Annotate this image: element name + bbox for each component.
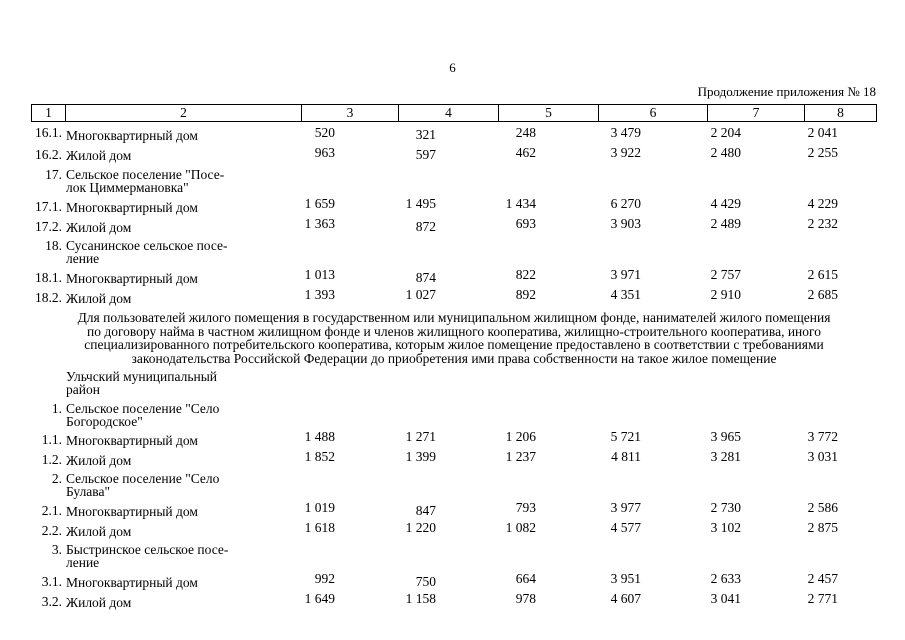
cell-value: 1 013	[304, 267, 335, 282]
cell-value: 750	[415, 574, 436, 589]
cell-value: 248	[515, 125, 536, 140]
cell-value: 1 488	[304, 429, 335, 444]
cell-value: 874	[415, 270, 436, 285]
row-number: 1.1.	[41, 432, 62, 447]
cell-value: 2 041	[807, 125, 838, 140]
cell-value: 693	[515, 216, 536, 231]
cell-value: 4 229	[807, 196, 838, 211]
row-name: Жилой дом	[66, 453, 132, 468]
row-number: 3.1.	[41, 574, 62, 589]
continuation-caption: Продолжение приложения № 18	[697, 84, 876, 99]
cell-value: 3 772	[807, 429, 838, 444]
settlement-name-line2: лок Циммермановка"	[66, 180, 189, 195]
row-name: Многоквартирный дом	[66, 575, 198, 590]
cell-value: 3 922	[610, 145, 641, 160]
row-name: Многоквартирный дом	[66, 504, 198, 519]
row-number: 17.2.	[35, 219, 62, 234]
cell-value: 3 951	[610, 571, 641, 586]
note-line: по договору найма в частном жилищном фонде и членов жилищного кооператива, жилищно-строительного кооператива, иного	[86, 323, 821, 339]
cell-value: 3 965	[710, 429, 741, 444]
cell-value: 2 875	[807, 520, 838, 535]
category-note	[31, 311, 877, 365]
cell-value: 3 977	[610, 500, 641, 515]
settlement-name-line1: Сельское поселение "Село	[66, 471, 220, 486]
cell-value: 1 237	[505, 449, 536, 464]
cell-value: 1 082	[505, 520, 536, 535]
cell-value: 847	[415, 503, 436, 518]
header-col-4: 4	[399, 105, 499, 122]
row-number: 1.2.	[41, 452, 62, 467]
header-col-7: 7	[708, 105, 805, 122]
row-number: 18.1.	[35, 270, 62, 285]
page-number: 6	[449, 60, 456, 75]
cell-value: 6 270	[610, 196, 641, 211]
settlement-name-line1: Быстринское сельское посе-	[66, 542, 229, 557]
cell-value: 2 685	[807, 287, 838, 302]
settlement-name-line1: Сусанинское сельское посе-	[66, 238, 228, 253]
header-col-1: 1	[32, 105, 66, 122]
cell-value: 1 158	[405, 591, 436, 606]
row-number: 2.2.	[41, 523, 62, 538]
row-name: Жилой дом	[66, 595, 132, 610]
cell-value: 1 220	[405, 520, 436, 535]
cell-value: 1 649	[304, 591, 335, 606]
cell-value: 3 102	[710, 520, 741, 535]
settlement-name-line2: ление	[66, 555, 100, 570]
cell-value: 520	[314, 125, 335, 140]
cell-value: 2 232	[807, 216, 838, 231]
cell-value: 2 586	[807, 500, 838, 515]
header-col-5: 5	[499, 105, 599, 122]
cell-value: 2 457	[807, 571, 838, 586]
cell-value: 321	[415, 127, 436, 142]
cell-value: 2 730	[710, 500, 741, 515]
cell-value: 1 852	[304, 449, 335, 464]
cell-value: 1 206	[505, 429, 536, 444]
district-name-line2: район	[66, 382, 100, 397]
settlement-name-line2: Булава"	[66, 484, 111, 499]
row-number: 1.	[51, 401, 62, 416]
cell-value: 3 479	[610, 125, 641, 140]
header-col-3: 3	[302, 105, 399, 122]
cell-value: 1 399	[405, 449, 436, 464]
cell-value: 3 903	[610, 216, 641, 231]
cell-value: 1 019	[304, 500, 335, 515]
cell-value: 2 910	[710, 287, 741, 302]
cell-value: 1 434	[505, 196, 536, 211]
cell-value: 2 255	[807, 145, 838, 160]
column-number-header	[31, 104, 877, 122]
cell-value: 793	[515, 500, 536, 515]
cell-value: 3 971	[610, 267, 641, 282]
settlement-name-line1: Сельское поселение "Село	[66, 401, 220, 416]
row-number: 2.1.	[41, 503, 62, 518]
cell-value: 1 363	[304, 216, 335, 231]
header-col-6: 6	[599, 105, 708, 122]
row-number: 18.	[45, 238, 62, 253]
cell-value: 4 351	[610, 287, 641, 302]
row-number: 3.2.	[41, 594, 62, 609]
cell-value: 2 204	[710, 125, 741, 140]
row-number: 2.	[51, 471, 62, 486]
cell-value: 1 618	[304, 520, 335, 535]
cell-value: 597	[415, 147, 436, 162]
cell-value: 1 659	[304, 196, 335, 211]
row-number: 3.	[51, 542, 62, 557]
row-name: Жилой дом	[66, 291, 132, 306]
cell-value: 3 031	[807, 449, 838, 464]
row-name: Многоквартирный дом	[66, 433, 198, 448]
row-number: 16.2.	[35, 147, 62, 162]
district-name-line1: Ульчский муниципальный	[66, 369, 218, 384]
note-line: Для пользователей жилого помещения в государственном или муниципальном жилищном фонде, нанимателей жилого помещения	[77, 310, 831, 325]
cell-value: 3 041	[710, 591, 741, 606]
cell-value: 1 271	[405, 429, 436, 444]
cell-value: 4 811	[611, 449, 641, 464]
row-number: 17.	[45, 167, 62, 182]
cell-value: 4 577	[610, 520, 641, 535]
row-name: Многоквартирный дом	[66, 271, 198, 286]
row-number: 16.1.	[35, 125, 62, 140]
row-name: Жилой дом	[66, 220, 132, 235]
cell-value: 892	[515, 287, 536, 302]
row-name: Жилой дом	[66, 148, 132, 163]
cell-value: 2 771	[807, 591, 838, 606]
cell-value: 5 721	[610, 429, 641, 444]
cell-value: 1 393	[304, 287, 335, 302]
cell-value: 822	[515, 267, 536, 282]
header-col-8: 8	[805, 105, 877, 122]
cell-value: 963	[314, 145, 335, 160]
cell-value: 4 607	[610, 591, 641, 606]
note-line: специализированного потребительского кооператива, которым жилое помещение предоставлено в соответствии с требованиями	[84, 337, 824, 352]
row-name: Жилой дом	[66, 524, 132, 539]
cell-value: 2 633	[710, 571, 741, 586]
row-name: Многоквартирный дом	[66, 200, 198, 215]
cell-value: 664	[515, 571, 536, 586]
cell-value: 3 281	[710, 449, 741, 464]
note-line: законодательства Российской Федерации до приобретения ими права собственности на такое жилое помещение	[131, 350, 777, 366]
cell-value: 2 480	[710, 145, 741, 160]
cell-value: 2 615	[807, 267, 838, 282]
cell-value: 992	[314, 571, 335, 586]
header-col-2: 2	[66, 105, 302, 122]
cell-value: 2 489	[710, 216, 741, 231]
cell-value: 1 027	[405, 287, 436, 302]
cell-value: 4 429	[710, 196, 741, 211]
cell-value: 978	[515, 591, 536, 606]
cell-value: 872	[415, 219, 436, 234]
cell-value: 462	[515, 145, 536, 160]
settlement-name-line2: Богородское"	[66, 414, 143, 429]
settlement-name-line2: ление	[66, 251, 100, 266]
settlement-name-line1: Сельское поселение "Посе-	[66, 167, 225, 182]
row-name: Многоквартирный дом	[66, 128, 198, 143]
cell-value: 2 757	[710, 267, 741, 282]
row-number: 17.1.	[35, 199, 62, 214]
cell-value: 1 495	[405, 196, 436, 211]
row-number: 18.2.	[35, 290, 62, 305]
